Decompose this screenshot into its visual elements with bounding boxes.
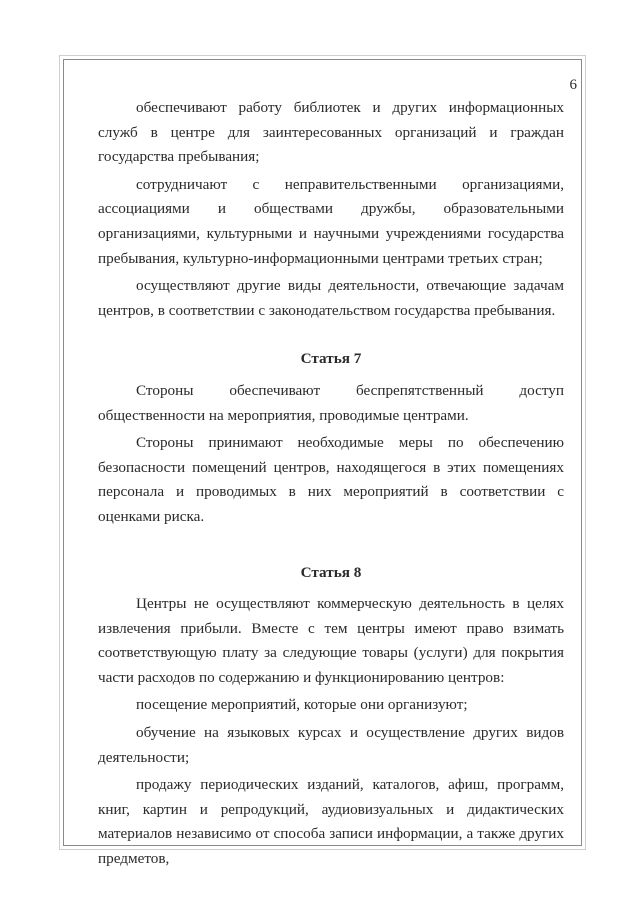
paragraph: обучение на языковых курсах и осуществление других видов деятельности; [98,724,564,766]
paragraph: сотрудничают с неправительственными организациями, ассоциациями и обществами дружбы, образовательными организациями, культурными и научными учреждениями государства пребывания, культурно-информационными центрами третьих стран; [98,175,564,267]
paragraph: Стороны обеспечивают беспрепятственный доступ общественности на мероприятия, проводимые центрами. [98,381,564,424]
paragraph: продажу периодических изданий, каталогов, афиш, программ, книг, картин и репродукций, аудиовизуальных и дидактических материалов независимо от способа записи информации, а также других предметов, [98,776,564,868]
paragraph: посещение мероприятий, которые они организуют; [136,696,468,714]
article-8-title: Статья 8 [300,563,362,581]
paragraph: Стороны принимают необходимые меры по обеспечению безопасности помещений центров, находящегося в этих помещениях персонала и проводимых в них мероприятий в соответствии с оценками риска. [98,434,564,525]
page-number: 6 [569,77,577,93]
article-7-title: Статья 7 [300,350,362,368]
document-body [98,96,564,875]
paragraph: Центры не осуществляют коммерческую деятельность в целях извлечения прибыли. Вместе с тем центры имеют право взимать соответствующую плату за следующие товары (услуги) для покрытия части расходов по содержанию и функционированию центров: [98,595,564,686]
paragraph: осуществляют другие виды деятельности, отвечающие задачам центров, в соответствии с законодательством государства пребывания. [98,277,564,319]
paragraph: обеспечивают работу библиотек и других информационных служб в центре для заинтересованных организаций и граждан государства пребывания; [98,99,564,166]
